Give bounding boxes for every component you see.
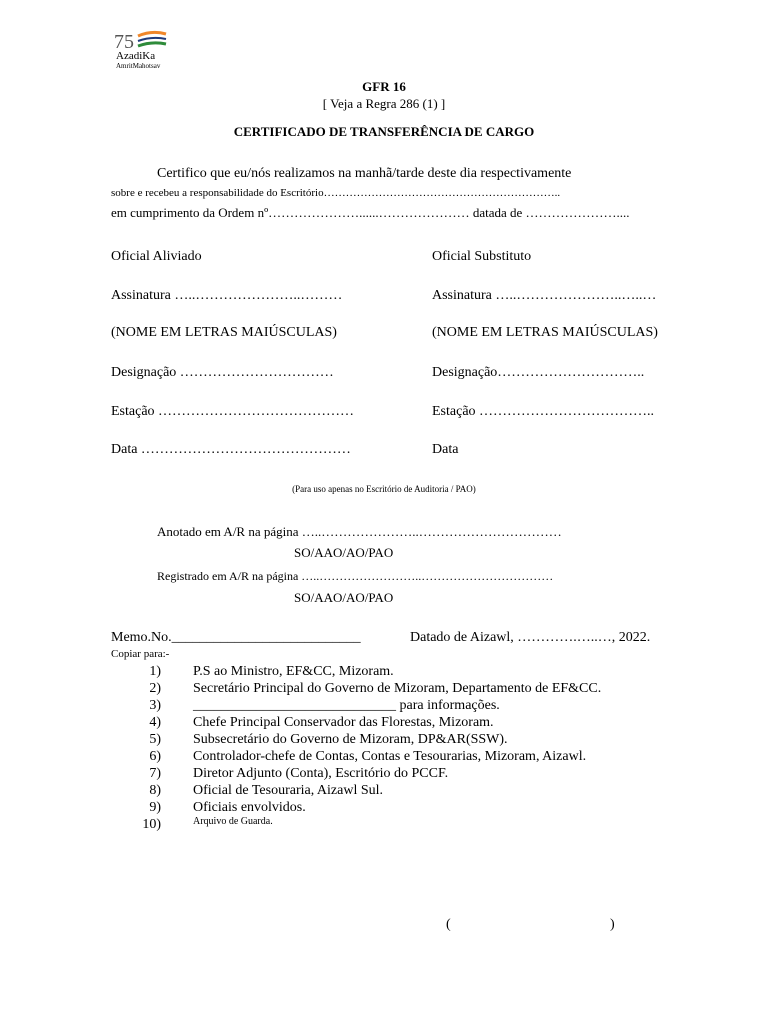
list-item <box>125 664 685 680</box>
relieving-signature: Assinatura …..…………………..…..… <box>432 288 657 303</box>
document-title: CERTIFICADO DE TRANSFERÊNCIA DE CARGO <box>233 124 535 139</box>
annotated-ar-page: Anotado em A/R na página …..…………………..…………………………… <box>157 524 562 539</box>
list-item-number: 7) <box>149 766 161 781</box>
list-item-number: 4) <box>149 715 161 730</box>
signature-open-paren: ( <box>446 917 451 932</box>
copy-list <box>125 664 685 834</box>
list-item-text: Arquivo de Guarda. <box>193 816 273 827</box>
list-item-number: 2) <box>149 681 161 696</box>
list-item <box>125 698 685 714</box>
list-item <box>125 800 685 816</box>
intro-line-1: Certifico que eu/nós realizamos na manhã/tarde deste dia respectivamente <box>157 166 572 181</box>
audit-office-note: (Para uso apenas no Escritório de Auditoria / PAO) <box>292 484 476 494</box>
list-item-number: 6) <box>149 749 161 764</box>
relieved-station: Estação …………………………………… <box>111 404 355 419</box>
annotated-signatory: SO/AAO/AO/PAO <box>294 545 394 560</box>
list-item-text: Secretário Principal do Governo de Mizoram, Departamento de EF&CC. <box>193 681 602 696</box>
relieved-designation: Designação …………………………… <box>111 365 334 380</box>
logo-line1: AzadiKa <box>116 50 156 62</box>
form-id: GFR 16 <box>362 79 406 94</box>
relieved-officer-heading: Oficial Aliviado <box>111 249 202 264</box>
list-item <box>125 817 685 833</box>
copy-to-label: Copiar para:- <box>111 648 170 660</box>
rule-reference: [ Veja a Regra 286 (1) ] <box>322 96 446 111</box>
signature-close-paren: ) <box>610 917 615 932</box>
list-item-text: Diretor Adjunto (Conta), Escritório do PCCF. <box>193 766 449 781</box>
list-item <box>125 783 685 799</box>
intro-line-3: em cumprimento da Ordem nº…………………......………………… datada de ………………….... <box>111 205 630 220</box>
list-item-text: Controlador-chefe de Contas, Contas e Tesourarias, Mizoram, Aizawl. <box>193 749 587 764</box>
list-item-text: P.S ao Ministro, EF&CC, Mizoram. <box>193 664 394 679</box>
relieved-signature: Assinatura …..…………………..……… <box>111 288 343 303</box>
relieved-name: (NOME EM LETRAS MAIÚSCULAS) <box>111 325 337 340</box>
list-item <box>125 715 685 731</box>
memo-dated: Datado de Aizawl, ………….…..…, 2022. <box>410 630 651 645</box>
list-item <box>125 681 685 697</box>
list-item <box>125 732 685 748</box>
list-item-text: _____________________________ para informações. <box>193 698 500 713</box>
list-item-number: 10) <box>142 817 161 832</box>
intro-line-2: sobre e recebeu a responsabilidade do Escritório……………………………………………………….. <box>111 187 561 199</box>
memo-number: Memo.No.___________________________ <box>111 630 361 645</box>
registered-ar-page: Registrado em A/R na página …..……………………..…………………………… <box>157 569 554 583</box>
list-item-number: 1) <box>149 664 161 679</box>
list-item-text: Oficiais envolvidos. <box>193 800 306 815</box>
list-item <box>125 749 685 765</box>
list-item-number: 8) <box>149 783 161 798</box>
list-item-text: Subsecretário do Governo de Mizoram, DP&AR(SSW). <box>193 732 508 747</box>
azadi-ka-amrit-mahotsav-logo <box>108 28 174 74</box>
relieving-officer-heading: Oficial Substituto <box>432 249 532 264</box>
list-item-number: 5) <box>149 732 161 747</box>
list-item-text: Oficial de Tesouraria, Aizawl Sul. <box>193 783 384 798</box>
list-item-text: Chefe Principal Conservador das Florestas, Mizoram. <box>193 715 494 730</box>
list-item <box>125 766 685 782</box>
registered-signatory: SO/AAO/AO/PAO <box>294 590 394 605</box>
relieving-designation: Designação………………………….. <box>432 365 645 380</box>
list-item-number: 3) <box>149 698 161 713</box>
relieving-date: Data <box>432 442 459 457</box>
relieving-name: (NOME EM LETRAS MAIÚSCULAS) <box>432 325 658 340</box>
logo-number: 75 <box>114 31 134 53</box>
list-item-number: 9) <box>149 800 161 815</box>
logo-line2: AmritMahotsav <box>116 62 161 70</box>
relieved-date: Data ……………………………………… <box>111 442 351 457</box>
relieving-station: Estação ……………………………….. <box>432 404 655 419</box>
